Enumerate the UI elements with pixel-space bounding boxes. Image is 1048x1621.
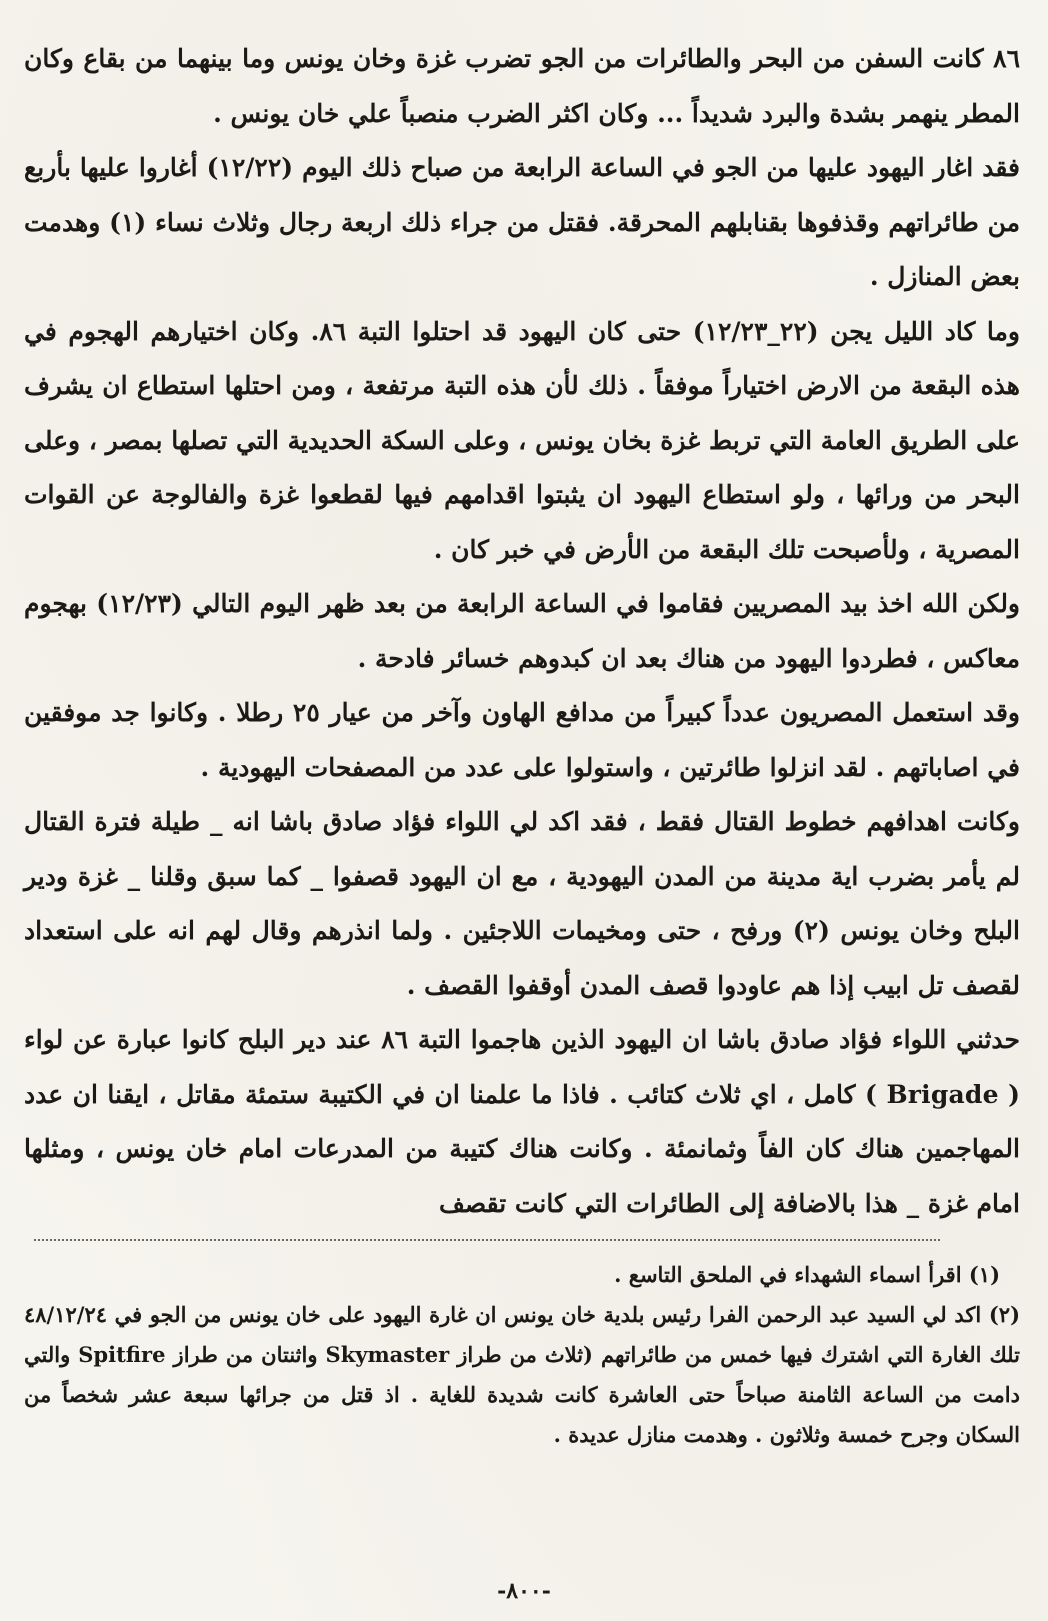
main-text (24, 32, 1020, 1231)
paragraph-2: فقد اغار اليهود عليها من الجو في الساعة الرابعة من صباح ذلك اليوم (١٢/٢٢) أغاروا عليها بأربع من طائراتهم وقذفوها بقنابلهم المحرقة. فقتل من جراء ذلك اربعة رجال وثلاث نساء (١) وهدمت بعض المنازل . (24, 153, 1020, 291)
paragraph-7: حدثني اللواء فؤاد صادق باشا ان اليهود الذين هاجموا التبة ٨٦ عند دير البلح كانوا عبارة عن لواء ( Brigade ) كامل ، اي ثلاث كتائب . فاذا ما علمنا ان في الكتيبة ستمئة مقاتل ، ايقنا ان عدد المهاجمين هناك كان الفاً وثمانمئة . وكانت هناك كتيبة من المدرعات امام خان يونس ، ومثلها امام غزة _ هذا بالاضافة إلى الطائرات التي كانت تقصف (24, 1025, 1020, 1218)
paragraph-3: وما كاد الليل يجن (٢٢_١٢/٢٣) حتى كان اليهود قد احتلوا التبة ٨٦. وكان اختيارهم الهجوم في هذه البقعة من الارض اختياراً موفقاً . ذلك لأن هذه التبة مرتفعة ، ومن احتلها استطاع ان يشرف على الطريق العامة التي تربط غزة بخان يونس ، وعلى السكة الحديدية التي تصلها بمصر ، وعلى البحر من ورائها ، ولو استطاع اليهود ان يثبتوا اقدامهم فيها لقطعوا غزة والفالوجة عن القوات المصرية ، ولأصبحت تلك البقعة من الأرض في خبر كان . (24, 316, 1021, 564)
paragraph-5: وقد استعمل المصريون عدداً كبيراً من مدافع الهاون وآخر من عيار ٢٥ رطلا . وكانوا جد موفقين في اصاباتهم . لقد انزلوا طائرتين ، واستولوا على عدد من المصفحات اليهودية . (24, 698, 1020, 782)
footnote-2: (٢) اكد لي السيد عبد الرحمن الفرا رئيس بلدية خان يونس ان غارة اليهود على خان يونس من الجو في ٤٨/١٢/٢٤ تلك الغارة التي اشترك فيها خمس من طائراتهم (ثلاث من طراز Skymaster واثنتان من طراز Spitfire والتي دامت من الساعة الثامنة صباحاً حتى العاشرة كانت شديدة للغاية . اذ قتل من جرائها سبعة عشر شخصاً من السكان وجرح خمسة وثلاثون . وهدمت منازل عديدة . (24, 1302, 1020, 1447)
footnotes (24, 1255, 1020, 1455)
footnote-divider (34, 1239, 940, 1241)
paragraph-4: ولكن الله اخذ بيد المصريين فقاموا في الساعة الرابعة من بعد ظهر اليوم التالي (١٢/٢٣) بهجوم معاكس ، فطردوا اليهود من هناك بعد ان كبدوهم خسائر فادحة . (24, 589, 1021, 673)
paragraph-6: وكانت اهدافهم خطوط القتال فقط ، فقد اكد لي اللواء فؤاد صادق باشا انه _ طيلة فترة القتال لم يأمر بضرب اية مدينة من المدن اليهودية ، مع ان اليهود قصفوا _ كما سبق وقلنا _ غزة ودير البلح وخان يونس (٢) ورفح ، حتى ومخيمات اللاجئين . ولما انذرهم وقال لهم انه على استعداد لقصف تل ابيب إذا هم عاودوا قصف المدن أوقفوا القصف . (24, 807, 1020, 1000)
footnote-1: (١) اقرأ اسماء الشهداء في الملحق التاسع . (614, 1262, 1000, 1287)
page-number: -٨٠٠- (497, 1578, 551, 1604)
paragraph-1: ٨٦ كانت السفن من البحر والطائرات من الجو تضرب غزة وخان يونس وما بينهما من بقاع وكان المطر ينهمر بشدة والبرد شديداً ... وكان اكثر الضرب منصباً علي خان يونس . (24, 44, 1020, 128)
